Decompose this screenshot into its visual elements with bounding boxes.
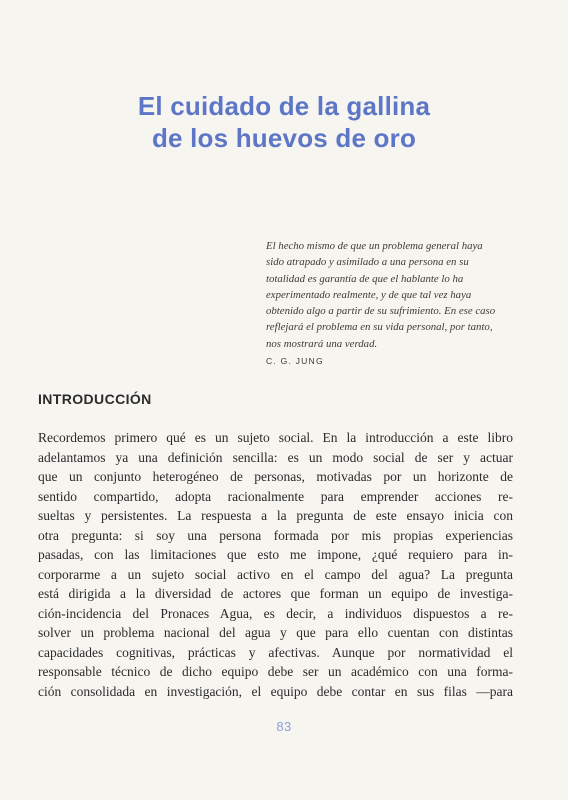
page-number: 83 — [276, 719, 292, 734]
body-line: otra pregunta: si soy una persona formada por mis propias experiencias — [38, 527, 513, 543]
epigraph-line: obtenido algo a partir de su sufrimiento. En ese caso — [266, 305, 496, 318]
chapter-title — [60, 90, 508, 154]
epigraph-quote — [266, 238, 531, 352]
body-line: Recordemos primero qué es un sujeto social. En la introducción a este libro — [38, 430, 513, 445]
chapter-title-line-2: de los huevos de oro — [151, 123, 417, 153]
body-paragraph — [38, 428, 513, 701]
epigraph-line: totalidad es garantía de que el hablante lo ha — [266, 272, 464, 285]
epigraph-line: nos mostrará una verdad. — [266, 337, 378, 350]
body-line: corporarme a un sujeto social activo en el campo del agua? La pregunta — [38, 566, 513, 582]
body-line: adelantamos ya una definición sencilla: es un modo social de ser y actuar — [38, 449, 513, 465]
body-line: capacidades cognitivas, prácticas y afectivas. Aunque por normatividad el — [38, 644, 513, 660]
epigraph-line: reflejará el problema en su vida personal, por tanto, — [266, 321, 493, 334]
body-line: solver un problema nacional del agua y que para ello cuentan con distintas — [38, 625, 513, 640]
body-line: sueltas y persistentes. La respuesta a la pregunta de este ensayo inicia con — [38, 508, 513, 523]
body-line: ción consolidada en investigación, el equipo debe contar en sus filas —para — [38, 683, 513, 699]
body-line: pasadas, con las limitaciones que esto me impone, ¿qué requiero para in- — [38, 547, 513, 562]
epigraph-line: experimentado realmente, y de que tal vez haya — [266, 288, 472, 301]
body-line: sentido compartido, adopta racionalmente para emprender acciones re- — [38, 488, 513, 504]
body-line: responsable técnico de dicho equipo debe ser un académico con una forma- — [38, 664, 513, 679]
body-line: que un conjunto heterogéneo de personas, motivadas por un horizonte de — [38, 469, 513, 484]
body-line: ción-incidencia del Pronaces Agua, es decir, a individuos dispuestos a re- — [38, 605, 513, 621]
epigraph-author: C. G. JUNG — [266, 356, 324, 366]
section-heading: INTRODUCCIÓN — [38, 391, 152, 407]
epigraph-line: sido atrapado y asimilado a una persona en su — [266, 256, 469, 269]
chapter-title-line-1: El cuidado de la gallina — [137, 91, 431, 121]
epigraph-line: El hecho mismo de que un problema general haya — [266, 240, 483, 252]
body-line: está dirigida a la diversidad de actores que forman un equipo de investiga- — [38, 586, 513, 601]
